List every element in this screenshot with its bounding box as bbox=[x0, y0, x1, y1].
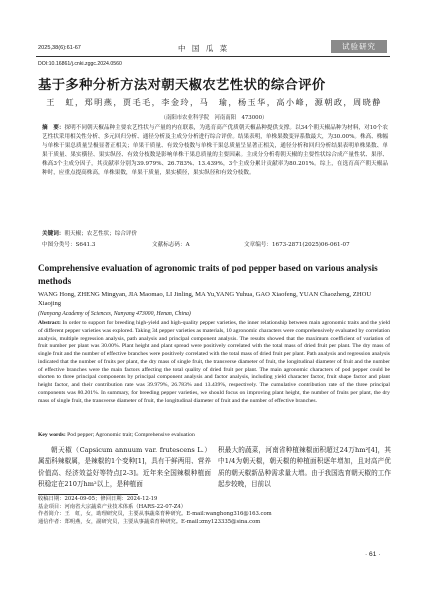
abstract-chinese-label: 摘 要： bbox=[42, 125, 65, 131]
classification-row bbox=[42, 240, 388, 248]
footnote-dates: 收稿日期：2024-09-05；修回日期：2024-12-19 bbox=[38, 496, 158, 502]
abstract-english-label: Abstract: bbox=[38, 320, 61, 326]
doi: DOI:10.16861/j.cnki.zggc.2024.0560 bbox=[38, 61, 122, 67]
affiliation-chinese: （南阳市农业科学院 河南南阳 473000） bbox=[160, 115, 268, 121]
keywords-chinese-text: 朝天椒；农艺性状；综合评价 bbox=[64, 231, 138, 237]
page-number: · 61 · bbox=[365, 551, 381, 558]
authors-chinese: 王 虹，郑明燕，贾毛毛，李金玲，马 瑜，杨玉华，高小峰，源朝政，周晓静 bbox=[46, 97, 382, 107]
authors-english: WANG Hong, ZHENG Mingyan, JIA Maomao, LI Jinling, MA Yu,YANG Yuhua, GAO Xiaofeng, YUAN Chaozheng, ZHOU Xiaojing bbox=[38, 291, 372, 307]
section-badge: 试验研究 bbox=[331, 40, 387, 53]
footnote-fund: 基金项目：河南省大宗蔬菜产业技术体系（HARS-22-07-Z4） bbox=[38, 503, 187, 510]
doc-code: 文献标志码：A bbox=[152, 242, 190, 248]
abstract-chinese bbox=[42, 124, 388, 179]
header-rule bbox=[36, 56, 390, 57]
affiliation-english: (Nanyang Academy of Sciences, Nanyang 473000, Henan, China) bbox=[38, 311, 191, 317]
abstract-chinese-text: 探明不同朝天椒品种主要农艺性状与产量的内在联系，为选育高产优质朝天椒品种提供支撑。以34个朝天椒品种为材料，对10个农艺性状采用相关性分析、多元回归分析、通径分析及主成分分析进行综合评价。结果表明，单株果数变异系数最大，为30.00%。株高、株幅与单株干果总质量呈极显著正相关；单果干质量、有效分枝数与单株干果总质量呈显著正相关，通径分析和回归分析结果表明单株果数、单果干质量、果实横径、果实纵径、有效分枝数是影响单株干果总质量的主要因素。主成分分析将朝天椒的主要性状综合成产量性状、果形、株高3个主成分因子，其贡献率分别为39.979%、26.783%、13.439%，3个主成分累计贡献率为80.201%。综上，在选育高产朝天椒品种时，应重点提高株高，单株果数，单果干质量，果实横径，果实纵径和有效分枝数。 bbox=[42, 125, 388, 177]
journal-name: 中 国 瓜 菜 bbox=[178, 44, 230, 53]
keywords-english bbox=[38, 432, 390, 438]
article-number: 文章编号：1673-2871(2025)06-061-07 bbox=[244, 242, 350, 248]
keywords-chinese bbox=[42, 229, 388, 237]
footnote-corresponding: 通信作者：郑明燕，女，副研究员，主要从事蔬菜育种研究。E-mail:zmy123335@sina.com bbox=[38, 519, 261, 526]
keywords-english-label: Key words: bbox=[38, 432, 66, 438]
title-english: Comprehensive evaluation of agronomic traits of pod pepper based on various analysis methods bbox=[38, 263, 378, 286]
clc-number: 中图分类号：S641.3 bbox=[42, 242, 96, 248]
title-chinese: 基于多种分析方法对朝天椒农艺性状的综合评价 bbox=[38, 78, 326, 93]
footnote-rule bbox=[38, 494, 138, 495]
footnotes bbox=[38, 496, 390, 527]
body-column-right: 积最大的蔬菜，河南省种植辣椒面积超过24万hm²[4]，其中1/4为朝天椒，朝天椒的种植面积逐年增加，且对高产优质的朝天椒新品种需求量大增。由于我国选育朝天椒的工作起步较晚，目前以 bbox=[218, 446, 391, 488]
abstract-english bbox=[38, 320, 390, 405]
abstract-english-text: In order to support for breeding high-yield and high-quality pepper varieties, the inner relationship between main agronomic traits and the yield of different pepper varieties was explored. Taking 34 pepper varieties as materials, 10 agronomic characters were comprehensively evaluated by correlation analysis, multiple regression analysis, path analysis and principal component analysis. The results showed that the maximum coefficient of variation of fruit number per plant was 30.00%. Plant height and plant spread were positively correlated with the total mass of dried fruit per plant. The dry mass of single fruit and the number of effective branches were positively correlated with the total mass of dried fruit per plant. Path analysis and regression analysis indicated that the number of fruits per plant, the dry mass of single fruit, the transverse diameter of fruit, the longitudinal diameter of fruit and the number of effective branches were the main factors affecting the total quality of dried fruit per plant. The main agronomic characters of pod pepper could be shorten to three principal components by principal component analysis and factor analysis, including yield character factor, fruit shape factor and plant height factor, and their contribution rate was 39.979%, 26.783% and 13.439%, respectively. The cumulative contribution rate of the three principal components was 80.201%. In summary, for breeding pepper varieties, we should focus on improving plant height, the number of fruits per plant, the dry mass of single fruit, the transverse diameter of fruit, the longitudinal diameter of fruit and the number of effective branches. bbox=[38, 320, 390, 404]
body-column-left: 朝天椒（Capsicum annuum var. frutescens L.）属茄科辣椒属，是辣椒的1个变种[1]，具有干鲜两用、营养价值高、经济效益好等特点[2-3]。近年来全国辣椒种植面积稳定在210万hm²以上，是种植面 bbox=[38, 446, 211, 488]
issue-info: 2025,38(6):61-67 bbox=[38, 45, 81, 51]
keywords-english-text: Pod pepper; Agronomic trait; Comprehensive evaluation bbox=[67, 432, 195, 438]
keywords-chinese-label: 关键词： bbox=[42, 231, 65, 237]
footnote-author: 作者简介：王 虹，女，助理研究员，主要从事蔬菜育种研究。E-mail:wanghong316@163.com bbox=[38, 511, 272, 518]
